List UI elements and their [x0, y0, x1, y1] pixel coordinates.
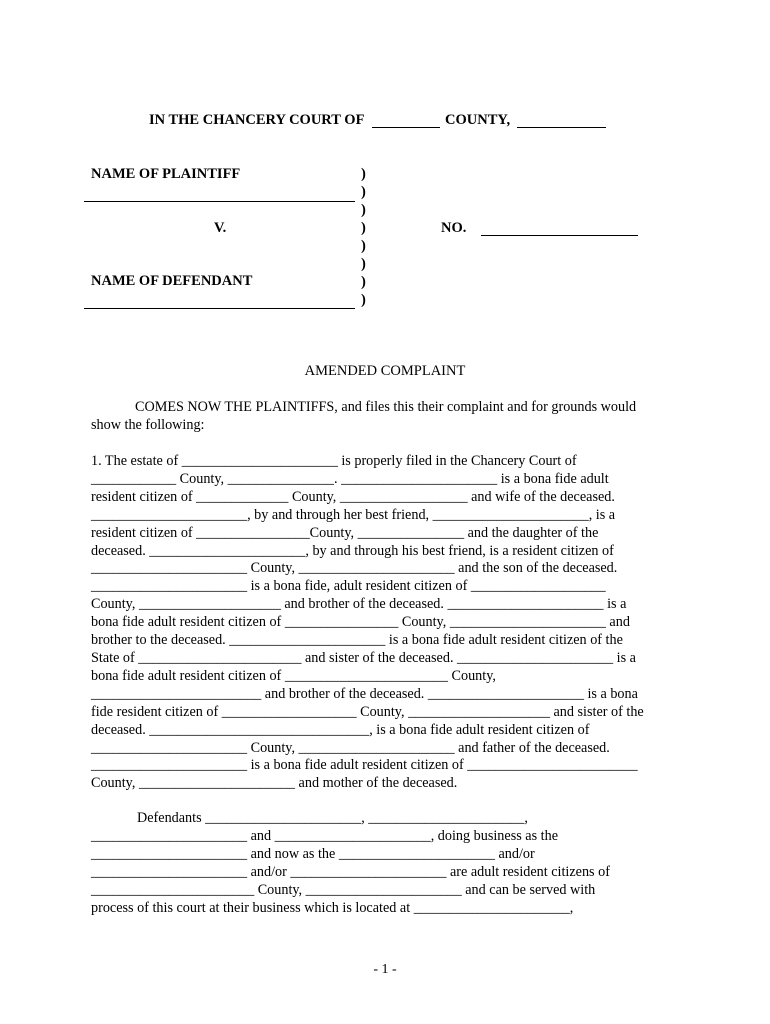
- court-heading-county-label: COUNTY,: [445, 112, 511, 128]
- paragraph-1-line: bona fide adult resident citizen of _______________________ County,: [91, 667, 496, 684]
- caption-bracket: ): [361, 292, 366, 308]
- caption-bracket: ): [361, 202, 366, 218]
- paragraph-2-line: ______________________ and now as the ______________________ and/or: [91, 845, 535, 862]
- paragraph-2-line: ______________________ and ______________________, doing business as the: [91, 827, 558, 844]
- caption-bracket: ): [361, 256, 366, 272]
- paragraph-1-line: brother to the deceased. ______________________ is a bona fide adult resident citizen of the: [91, 632, 623, 649]
- paragraph-1-line: resident citizen of ________________County, _______________ and the daughter of the: [91, 524, 599, 541]
- paragraph-1: [91, 453, 686, 793]
- defendant-name-blank: [84, 308, 355, 309]
- court-heading-prefix: IN THE CHANCERY COURT OF: [149, 112, 365, 128]
- paragraph-1-line: State of _______________________ and sister of the deceased. ______________________ is a: [91, 649, 636, 666]
- plaintiff-label: NAME OF PLAINTIFF: [91, 166, 241, 182]
- paragraph-1-line: ______________________ is a bona fide adult resident citizen of ________________________: [91, 757, 638, 774]
- paragraph-2-line: process of this court at their business which is located at ______________________,: [91, 899, 574, 916]
- paragraph-1-line: deceased. _______________________________, is a bona fide adult resident citizen of: [91, 721, 590, 738]
- paragraph-1-line: bona fide adult resident citizen of ________________ County, ______________________ and: [91, 614, 630, 631]
- defendant-label: NAME OF DEFENDANT: [91, 273, 253, 289]
- court-state-blank: [517, 127, 606, 128]
- plaintiff-name-blank: [84, 201, 355, 202]
- page-number: - 1 -: [373, 962, 397, 977]
- paragraph-1-line: ______________________ County, ______________________ and father of the deceased.: [91, 739, 610, 756]
- intro-paragraph: [91, 399, 686, 435]
- paragraph-2-line: _______________________ County, ______________________ and can be served with: [91, 881, 596, 898]
- paragraph-1-line: County, ______________________ and mother of the deceased.: [91, 775, 458, 792]
- paragraph-1-line: fide resident citizen of ___________________ County, ____________________ and sister of the: [91, 703, 644, 720]
- caption-bracket: ): [361, 220, 366, 236]
- document-title: AMENDED COMPLAINT: [304, 363, 466, 379]
- paragraph-1-line: ________________________ and brother of the deceased. ______________________ is a bona: [91, 685, 638, 702]
- paragraph-1-line: resident citizen of _____________ County, __________________ and wife of the deceased.: [91, 488, 615, 505]
- paragraph-1-line: ____________ County, _______________. ______________________ is a bona fide adult: [91, 470, 609, 487]
- paragraph-1-line: County, ____________________ and brother of the deceased. ______________________ is a: [91, 596, 627, 613]
- caption-bracket: ): [361, 274, 366, 290]
- versus-label: V.: [214, 220, 227, 236]
- paragraph-1-line: ______________________ County, ______________________ and the son of the deceased.: [91, 560, 618, 577]
- paragraph-2: [91, 810, 686, 917]
- paragraph-1-line: ______________________, by and through her best friend, ______________________, is a: [91, 506, 616, 523]
- caption-bracket: ): [361, 238, 366, 254]
- paragraph-1-line: deceased. ______________________, by and through his best friend, is a resident citizen of: [91, 542, 614, 559]
- intro-line: show the following:: [91, 416, 205, 433]
- caption-bracket: ): [361, 166, 366, 182]
- court-county-blank: [372, 127, 440, 128]
- case-number-blank: [481, 235, 638, 236]
- paragraph-1-line: 1. The estate of ______________________ is properly filed in the Chancery Court of: [91, 453, 577, 469]
- paragraph-2-line: ______________________ and/or ______________________ are adult resident citizens of: [91, 863, 610, 880]
- caption-bracket: ): [361, 184, 366, 200]
- case-number-label: NO.: [441, 220, 467, 236]
- intro-line: COMES NOW THE PLAINTIFFS, and files this their complaint and for grounds would: [135, 399, 637, 415]
- paragraph-2-line: Defendants ______________________, ______________________,: [137, 810, 528, 826]
- paragraph-1-line: ______________________ is a bona fide, adult resident citizen of ___________________: [91, 578, 606, 595]
